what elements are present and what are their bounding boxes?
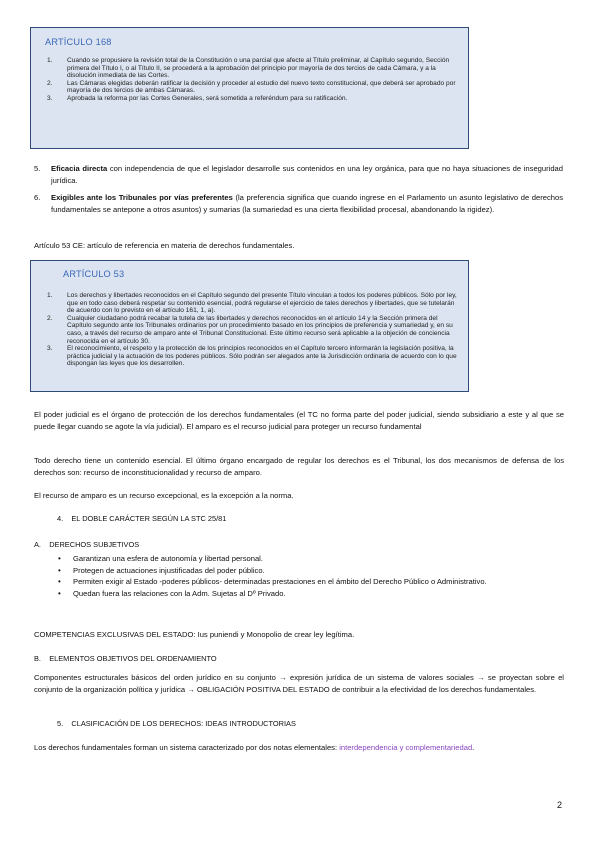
article-168-list xyxy=(41,57,458,103)
list-item: • Garantizan una esfera de autonomía y libertad personal. xyxy=(58,554,263,563)
paragraph-amparo: El recurso de amparo es un recurso excepcional, es la excepción a la norma. xyxy=(34,491,294,500)
point-5: 5. Eficacia directa con independencia de que el legislador desarrolle sus contenidos en una ley orgánica, para que no haya situaciones de inseguridad jurídica. xyxy=(34,164,563,185)
list-item: • Quedan fuera las relaciones con la Adm. Sujetas al Dº Privado. xyxy=(58,588,286,598)
heading-derechos-subjetivos: A. DERECHOS SUBJETIVOS xyxy=(34,540,140,549)
heading-clasificacion: 5. CLASIFICACIÓN DE LOS DERECHOS: IDEAS INTRODUCTORIAS xyxy=(57,719,296,728)
paragraph-judicial: El poder judicial es el órgano de protección de los derechos fundamentales (el TC no forma parte del poder judicial, siendo subsidiario a este y al que se puede llegar cuando se agote la vía judicial). El amparo es el recurso judicial para proteger un recurso fundamental xyxy=(34,410,564,431)
heading-elementos-objetivos: B. ELEMENTOS OBJETIVOS DEL ORDENAMIENTO xyxy=(34,654,217,663)
paragraph-sistema: Los derechos fundamentales forman un sistema caracterizado por dos notas elementales: interdependencia y complementariedad. xyxy=(34,743,475,752)
list-item: 1. Cuando se propusiere la revisión total de la Constitución o una parcial que afecte al Título preliminar, al Capítulo segundo, Sección primera del Título I, o al Título II, se procederá a la aprobación del principio por mayoría de dos tercios de cada Cámara, y a la disolución inmediata de las Cortes. xyxy=(47,57,450,80)
highlight-text: interdependencia y complementariedad xyxy=(339,743,473,752)
list-item: 2. Cualquier ciudadano podrá recabar la tutela de las libertades y derechos reconocidos en el artículo 14 y la Sección primera del Capítulo segundo ante los Tribunales ordinarios por un procedimiento basado en los principios de preferencia y sumariedad y, en su caso, a través del recurso de amparo ante el Tribunal Constitucional. Este último recurso será aplicable a la objeción de conciencia reconocida en el artículo 30. xyxy=(47,314,453,345)
article-168-title: ARTÍCULO 168 xyxy=(45,37,112,47)
list-item: • Protegen de actuaciones injustificadas del poder público. xyxy=(58,565,265,575)
article-53-title: ARTÍCULO 53 xyxy=(63,269,125,279)
competencias-exclusivas: COMPETENCIAS EXCLUSIVAS DEL ESTADO: Ius puniendi y Monopolio de crear ley legítima. xyxy=(34,630,355,639)
list-item: 2. Las Cámaras elegidas deberán ratificar la decisión y proceder al estudio del nuevo texto constitucional, que deberá ser aprobado por mayoría de dos tercios de ambas Cámaras. xyxy=(47,79,456,95)
subjective-rights-list xyxy=(58,553,563,599)
list-item: 3. Aprobada la reforma por las Cortes Generales, será sometida a referéndum para su ratificación. xyxy=(47,94,348,102)
paragraph-contenido-esencial: Todo derecho tiene un contenido esencial. El último órgano encargado de regular los derechos es el Tribunal, los dos mecanismos de defensa de los derechos son: recurso de inconstitucionalidad y recurso de amparo. xyxy=(34,456,564,477)
list-item: • Permiten exigir al Estado -poderes públicos- determinadas prestaciones en el ámbito del Derecho Público o Administrativo. xyxy=(58,577,487,587)
article-168-box xyxy=(30,27,469,149)
article-53-list xyxy=(41,292,458,368)
article-53-intro: Artículo 53 CE: artículo de referencia en materia de derechos fundamentales. xyxy=(34,241,295,250)
point-6: 6. Exigibles ante los Tribunales por vías preferentes (la preferencia significa que cuando ingrese en el Parlamento un asunto legislativo de derechos fundamentales se antepone a otros asuntos) y sumarias (la sumariedad es una cierta flexibilidad procesal, abandonando la rigidez). xyxy=(34,193,563,214)
heading-doble-caracter: 4. EL DOBLE CARÁCTER SEGÚN LA STC 25/81 xyxy=(57,514,227,523)
page-number: 2 xyxy=(557,800,563,810)
list-item: 3. El reconocimiento, el respeto y la protección de los principios reconocidos en el Capítulo tercero informarán la legislación positiva, la práctica judicial y la actuación de los poderes públicos. Sólo podrán ser alegados ante la Jurisdicción ordinaria de acuerdo con lo que dispongan las leyes que los desarrollen. xyxy=(47,345,457,368)
list-item: 1. Los derechos y libertades reconocidos en el Capítulo segundo del presente Título vinculan a todos los poderes públicos. Sólo por ley, que en todo caso deberá respetar su contenido esencial, podrá regularse el ejercicio de tales derechos y libertades, que se tutelarán de acuerdo con lo previsto en el artículo 161, 1, a). xyxy=(47,292,457,315)
article-53-box xyxy=(30,260,469,392)
paragraph-componentes: Componentes estructurales básicos del orden jurídico en su conjunto → expresión jurídica de un sistema de valores sociales → se proyectan sobre el conjunto de la organización política y jurídica → OBLIGACIÓN POSITIVA DEL ESTADO de contribuir a la efectividad de los derechos fundamentales. xyxy=(34,673,564,694)
